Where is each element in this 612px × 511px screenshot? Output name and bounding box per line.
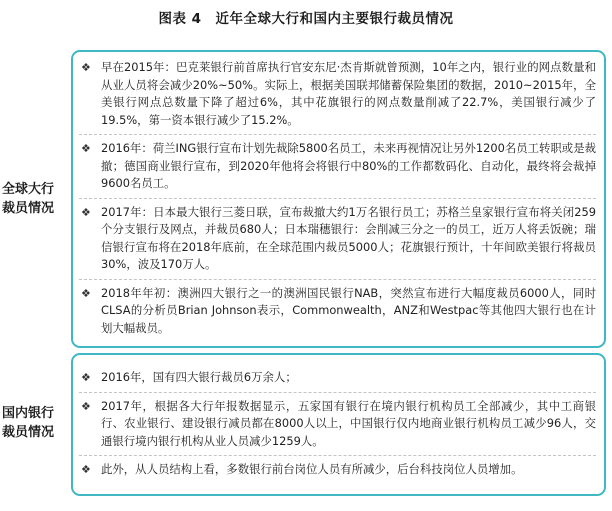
diamond-bullet-icon: ❖	[81, 205, 91, 219]
diamond-bullet-icon: ❖	[81, 463, 91, 476]
global-item	[79, 204, 596, 280]
diamond-bullet-icon: ❖	[81, 286, 91, 300]
global-items-panel	[71, 50, 606, 348]
global-banks-section	[0, 50, 612, 348]
diamond-bullet-icon: ❖	[81, 371, 91, 384]
domestic-item	[79, 398, 596, 457]
global-category-label: 全球大行裁员情况	[2, 182, 55, 216]
domestic-category-label: 国内银行裁员情况	[2, 406, 55, 440]
domestic-item-text: 2017年，根据各大行年报数据显示，五家国有银行在境内银行机构员工全部减少，其中工商银行、农业银行、建设银行减员都在8000人以上，中国银行仅内地商业银行机构员工减少96人，交通银行境内银行机构从业人员减少1259人。	[101, 398, 596, 448]
global-item-text: 早在2015年：巴克莱银行前首席执行官安东尼·杰肯斯就曾预测，10年之内，银行业的网点数量和从业人员将会减少20%~50%。实际上，根据美国联邦储蓄保险集团的数据，2010~2015年，全美银行网点总数量下降了超过6%，其中花旗银行的网点数量削减了22.7%，美国银行减少了19.5%，第一资本银行减少了15.2%。	[101, 60, 596, 127]
domestic-item-text: 此外，从人员结构上看，多数银行前台岗位人员有所减少，后台科技岗位人员增加。	[101, 462, 523, 476]
global-item	[79, 59, 596, 135]
domestic-items-panel	[71, 353, 606, 496]
diamond-bullet-icon: ❖	[81, 61, 91, 74]
global-item-text: 2017年：日本最大银行三菱日联，宣布裁撤大约1万名银行员工；苏格兰皇家银行宣布将关闭259个分支银行及网点，并裁员680人；日本瑞穗银行：会削减三分之一的员工，近万人将丢饭碗；瑞信银行宣布将在2018年底前，在全球范围内裁员5000人；花旗银行预计，十年间欧美银行将裁员30%，波及170万人。	[101, 204, 596, 271]
global-item-text: 2016年：荷兰ING银行宣布计划先裁除5800名员工，未来再视情况让另外1200名员工转职或是裁撤；德国商业银行宣布，到2020年他将会将银行中80%的工作都数码化、自动化，最终将会裁掉9600名员工。	[101, 141, 596, 190]
diamond-bullet-icon: ❖	[81, 142, 91, 155]
domestic-item-text: 2016年，国有四大银行裁员6万余人；	[101, 370, 297, 384]
global-item	[79, 285, 596, 338]
global-item-text: 2018年年初：澳洲四大银行之一的澳洲国民银行NAB，突然宣布进行大幅度裁员6000人，同时CLSA的分析员Brian Johnson表示，Commonwealth，ANZ和Westpac等其他四大银行也在计划大幅裁员。	[101, 285, 596, 335]
domestic-item	[79, 461, 596, 479]
global-item	[79, 140, 596, 199]
domestic-item	[79, 369, 596, 393]
domestic-banks-section	[0, 353, 612, 496]
figure-title: 图表 4 近年全球大行和国内主要银行裁员情况	[158, 11, 454, 27]
diamond-bullet-icon: ❖	[81, 399, 91, 413]
